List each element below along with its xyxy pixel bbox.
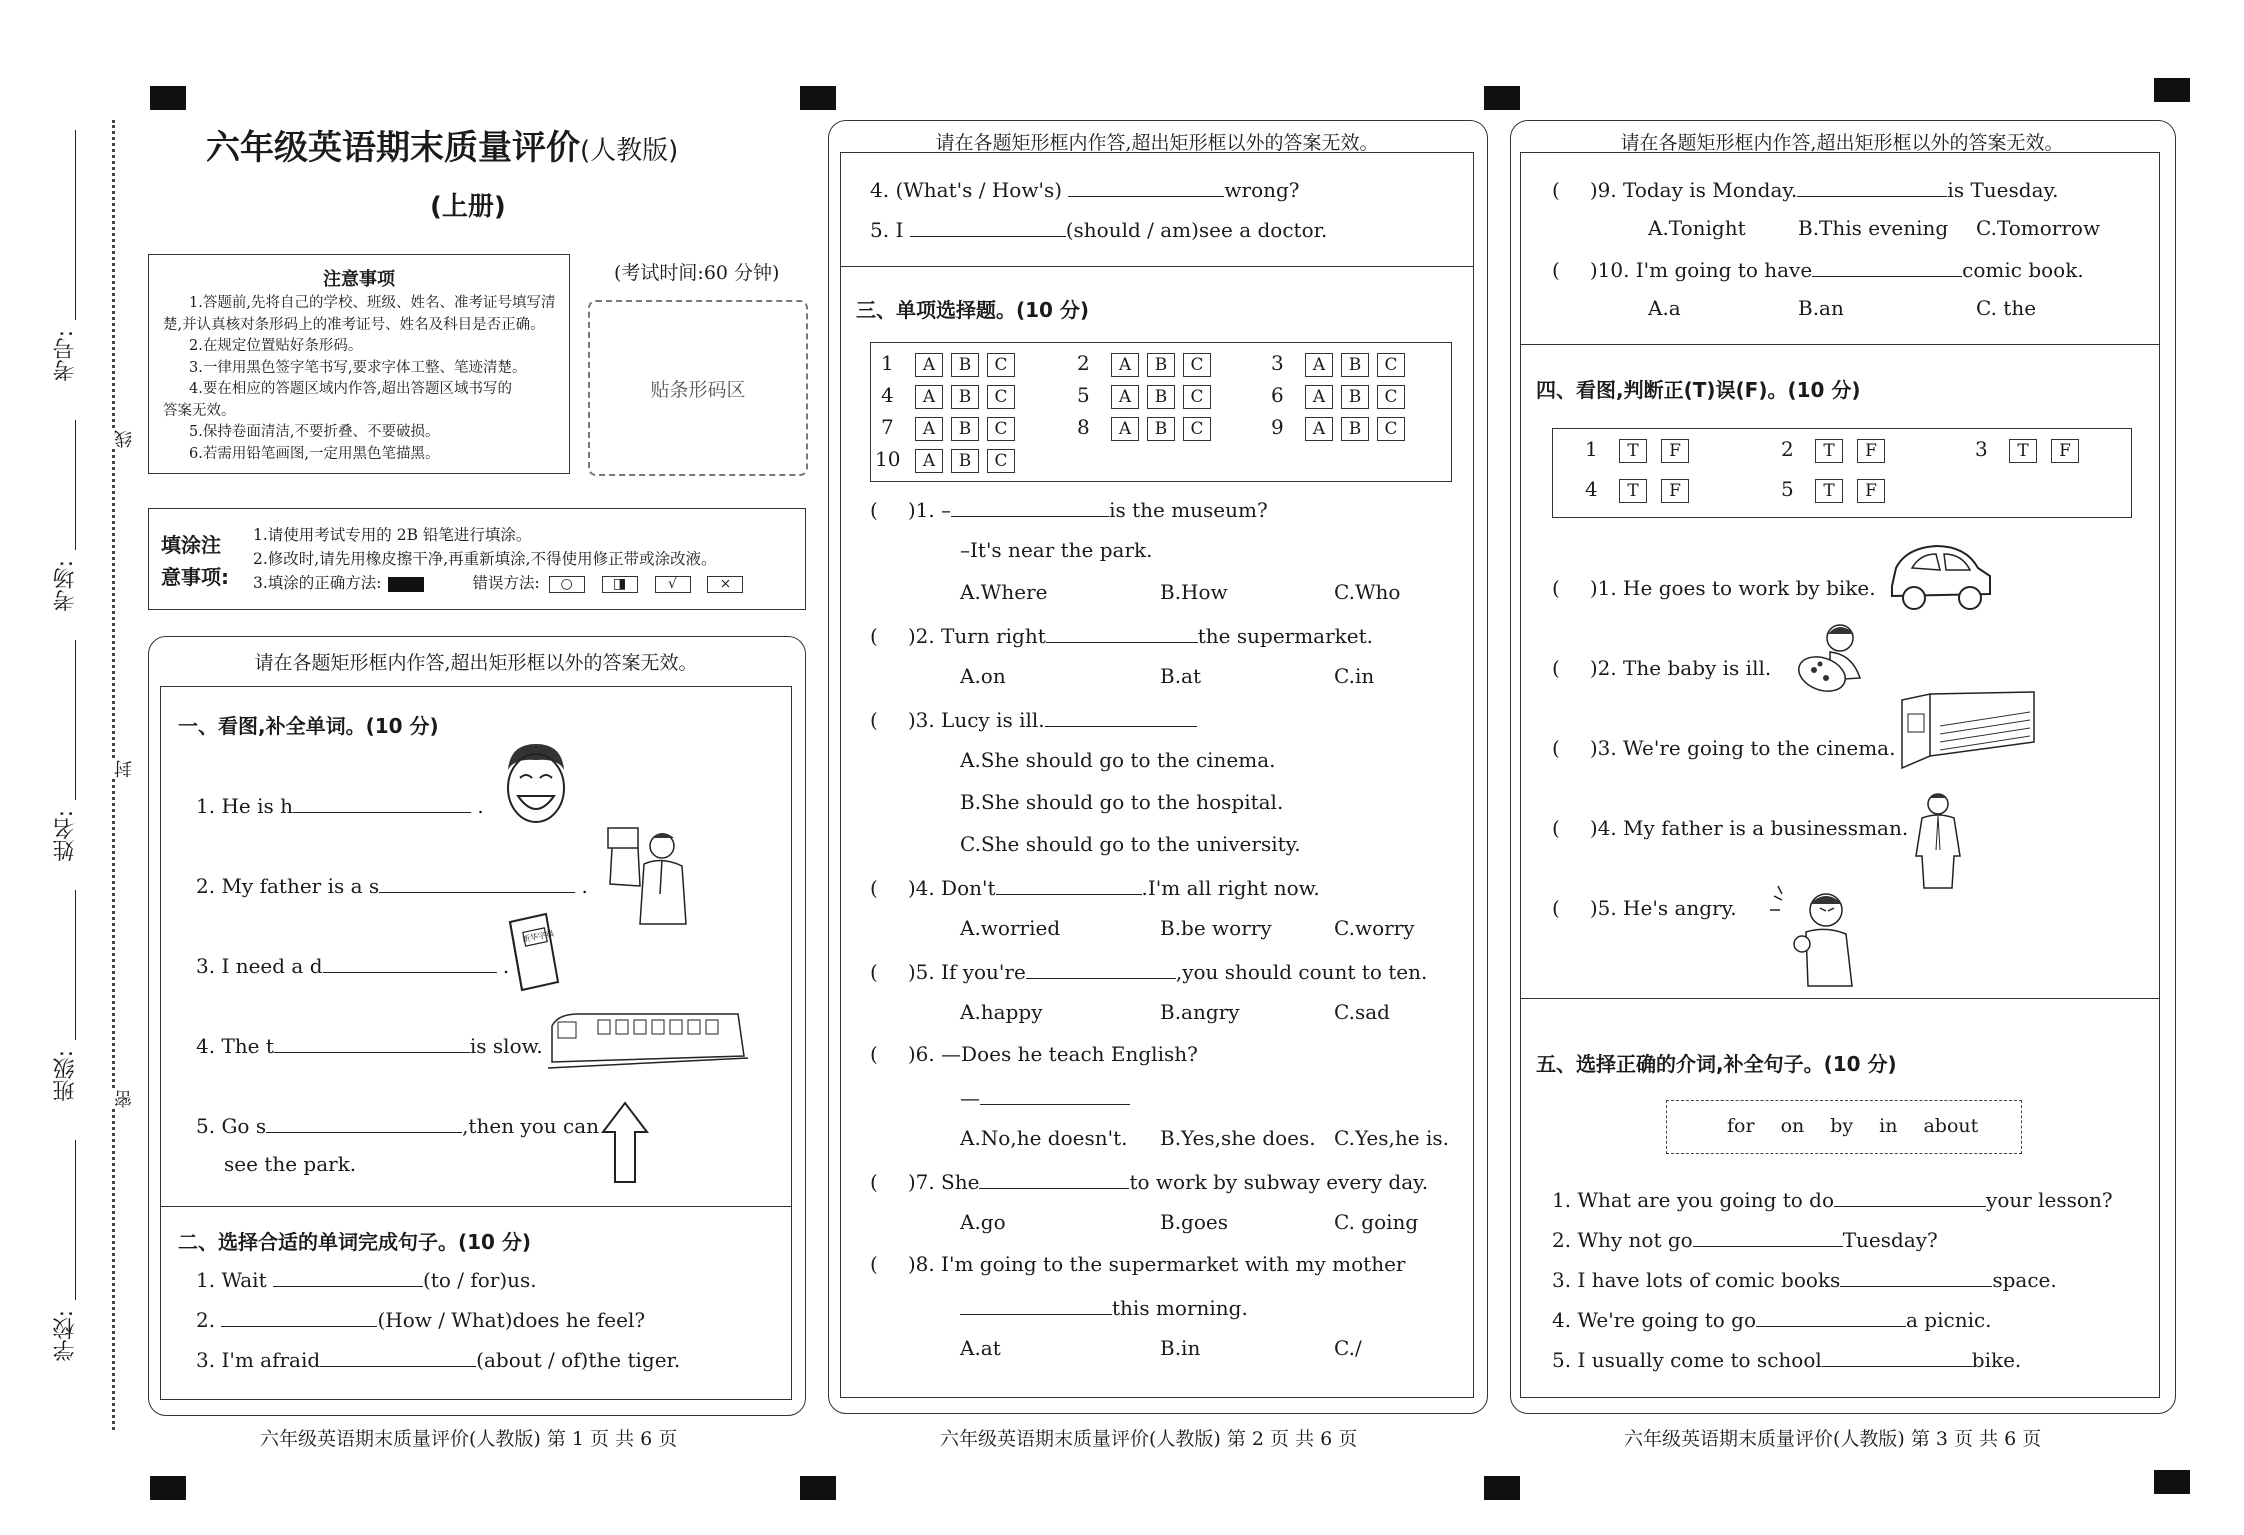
- part5-q5: 5. I usually come to school bike.: [1552, 1348, 2022, 1372]
- choice-a[interactable]: A: [915, 353, 943, 377]
- option-b: B.She should go to the hospital.: [960, 790, 1284, 814]
- choice-b[interactable]: B: [1147, 417, 1175, 441]
- train-illustration: [548, 1006, 748, 1076]
- choice-c[interactable]: C: [987, 417, 1015, 441]
- answer-blank[interactable]: [1045, 706, 1197, 727]
- part1-title: 一、看图,补全单词。(10 分): [178, 714, 439, 738]
- answer-blank[interactable]: [274, 1032, 470, 1053]
- choice-b[interactable]: B: [1341, 385, 1369, 409]
- dictionary-illustration: [506, 912, 562, 992]
- part3-q8-line2: this morning.: [960, 1294, 1248, 1320]
- dictionary-cover-text: 新华字典: [521, 928, 555, 945]
- part4-q5: ( )5. He's angry.: [1552, 896, 1737, 920]
- part4-q2: ( )2. The baby is ill.: [1552, 656, 1772, 680]
- exam-number-line: [75, 130, 76, 320]
- option-b: B.Yes,she does.: [1160, 1126, 1316, 1150]
- name-line: [75, 640, 76, 800]
- answer-blank[interactable]: [1834, 1186, 1986, 1207]
- part3-q6: ( )6. —Does he teach English?: [870, 1042, 1198, 1066]
- answer-blank[interactable]: [980, 1084, 1130, 1105]
- part3-q8: ( )8. I'm going to the supermarket with my mother: [870, 1252, 1406, 1276]
- part3-q10: ( )10. I'm going to have comic book.: [1552, 258, 2084, 282]
- part5-q2: 2. Why not go Tuesday?: [1552, 1228, 1938, 1252]
- choice-a[interactable]: A: [1111, 385, 1139, 409]
- choice-a[interactable]: A: [1305, 353, 1333, 377]
- choice-c[interactable]: C: [1377, 385, 1405, 409]
- part4-q1: ( )1. He goes to work by bike.: [1552, 576, 1876, 600]
- true-box[interactable]: T: [1815, 479, 1843, 503]
- false-box[interactable]: F: [2051, 439, 2079, 463]
- true-box[interactable]: T: [1815, 439, 1843, 463]
- section-divider: [160, 1206, 792, 1207]
- school-label: 学校:: [53, 1310, 78, 1362]
- option-a: A.She should go to the cinema.: [960, 748, 1276, 772]
- grid-cell-6: 6 A B C: [1271, 383, 1405, 409]
- false-box[interactable]: F: [1857, 479, 1885, 503]
- answer-blank[interactable]: [1840, 1266, 1992, 1287]
- footer-page-1: 六年级英语期末质量评价(人教版) 第 1 页 共 6 页: [260, 1428, 678, 1450]
- secret-char: 密: [112, 1090, 138, 1108]
- exam-time: (考试时间:60 分钟): [614, 262, 780, 284]
- word-bank-words: for on by in about: [1727, 1115, 1979, 1137]
- answer-blank[interactable]: [1822, 1346, 1972, 1367]
- choice-c[interactable]: C: [987, 353, 1015, 377]
- option-c: C.She should go to the university.: [960, 832, 1301, 856]
- class-line: [75, 890, 76, 1040]
- tf-cell-1: 1 T F: [1585, 437, 1689, 463]
- option-c: C.Tomorrow: [1976, 216, 2101, 240]
- choice-b[interactable]: B: [1147, 353, 1175, 377]
- part2-title: 二、选择合适的单词完成句子。(10 分): [178, 1230, 532, 1254]
- option-b: B.an: [1798, 296, 1844, 320]
- part3-q2: ( )2. Turn right the supermarket.: [870, 624, 1374, 648]
- part5-q1: 1. What are you going to do your lesson?: [1552, 1188, 2113, 1212]
- answer-notice: 请在各题矩形框内作答,超出矩形框以外的答案无效。: [935, 132, 1379, 154]
- fill-notice-box: [148, 508, 806, 610]
- wrong-mark-cross: ×: [707, 576, 743, 593]
- option-a: A.happy: [960, 1000, 1043, 1024]
- footer-page-3: 六年级英语期末质量评价(人教版) 第 3 页 共 6 页: [1624, 1428, 2042, 1450]
- volume-label: (上册): [430, 192, 506, 222]
- grid-cell-2: 2 A B C: [1077, 351, 1211, 377]
- room-line: [75, 420, 76, 550]
- part2-q4: 4. (What's / How's) wrong?: [870, 178, 1300, 202]
- part2-q2: 2. (How / What)does he feel?: [196, 1308, 646, 1332]
- answer-blank[interactable]: [910, 216, 1066, 237]
- part1-q2: 2. My father is a s .: [196, 874, 588, 898]
- option-c: C.in: [1334, 664, 1375, 688]
- part2-q1: 1. Wait (to / for)us.: [196, 1268, 537, 1292]
- choice-b[interactable]: B: [1147, 385, 1175, 409]
- option-a: A.go: [960, 1210, 1006, 1234]
- word-bank: [1666, 1100, 2022, 1154]
- option-a: A.a: [1648, 296, 1681, 320]
- part3-answer-grid: [870, 342, 1452, 482]
- grid-cell-8: 8 A B C: [1077, 415, 1211, 441]
- choice-c[interactable]: C: [1183, 385, 1211, 409]
- part4-q3: ( )3. We're going to the cinema.: [1552, 736, 1896, 760]
- answer-blank[interactable]: [1797, 176, 1947, 197]
- page-title: 六年级英语期末质量评价(人教版): [206, 128, 679, 168]
- answer-blank[interactable]: [996, 874, 1142, 895]
- notice-title: 注意事项: [323, 269, 395, 290]
- option-a: A.on: [960, 664, 1006, 688]
- option-b: B.be worry: [1160, 916, 1272, 940]
- answer-blank[interactable]: [273, 1266, 423, 1287]
- part2-q5: 5. I (should / am)see a doctor.: [870, 218, 1328, 242]
- school-line: [75, 1140, 76, 1300]
- tf-cell-5: 5 T F: [1781, 477, 1885, 503]
- tf-cell-4: 4 T F: [1585, 477, 1689, 503]
- name-label: 姓名:: [53, 810, 78, 862]
- option-c: C. the: [1976, 296, 2037, 320]
- class-label: 班级:: [53, 1050, 78, 1102]
- part3-q1: ( )1. – is the museum?: [870, 498, 1268, 522]
- answer-blank[interactable]: [293, 792, 471, 813]
- part5-title: 五、选择正确的介词,补全句子。(10 分): [1536, 1052, 1897, 1076]
- registration-mark: [1484, 1476, 1520, 1500]
- happy-boy-illustration: [500, 740, 572, 830]
- part3-q9: ( )9. Today is Monday. is Tuesday.: [1552, 178, 2059, 202]
- choice-c[interactable]: C: [1377, 353, 1405, 377]
- footer-page-2: 六年级英语期末质量评价(人教版) 第 2 页 共 6 页: [940, 1428, 1358, 1450]
- part5-q4: 4. We're going to go a picnic.: [1552, 1308, 1992, 1332]
- correct-fill-sample: [388, 577, 424, 592]
- choice-c[interactable]: C: [1377, 417, 1405, 441]
- answer-blank[interactable]: [266, 1112, 462, 1133]
- tf-cell-2: 2 T F: [1781, 437, 1885, 463]
- section-divider: [1520, 998, 2160, 999]
- option-b: B.in: [1160, 1336, 1201, 1360]
- option-c: C.sad: [1334, 1000, 1390, 1024]
- sick-baby-illustration: [1790, 618, 1880, 708]
- notice-box: [148, 254, 570, 474]
- false-box[interactable]: F: [1661, 479, 1689, 503]
- choice-b[interactable]: B: [951, 353, 979, 377]
- part3-q7: ( )7. She to work by subway every day.: [870, 1170, 1429, 1194]
- option-c: C.Who: [1334, 580, 1401, 604]
- choice-a[interactable]: A: [915, 417, 943, 441]
- fill-notice-items: 1.请使用考试专用的 2B 铅笔进行填涂。 2.修改时,请先用橡皮擦干净,再重新填涂,不得使用修正带或涂改液。 3.填涂的正确方法: 错误方法: ○ ◨ √ ×: [253, 523, 743, 595]
- part4-q4: ( )4. My father is a businessman.: [1552, 816, 1909, 840]
- answer-blank[interactable]: [1756, 1306, 1906, 1327]
- choice-c[interactable]: C: [1183, 353, 1211, 377]
- choice-b[interactable]: B: [1341, 353, 1369, 377]
- wrong-mark-half: ◨: [602, 576, 638, 593]
- answer-blank[interactable]: [960, 1294, 1112, 1315]
- choice-a[interactable]: A: [915, 449, 943, 473]
- answer-notice: 请在各题矩形框内作答,超出矩形框以外的答案无效。: [1620, 132, 2064, 154]
- option-a: A.Tonight: [1648, 216, 1746, 240]
- choice-a[interactable]: A: [1111, 417, 1139, 441]
- exam-number-label: 考号:: [53, 330, 78, 382]
- answer-notice: 请在各题矩形框内作答,超出矩形框以外的答案无效。: [254, 652, 698, 674]
- part1-q5-line2: see the park.: [224, 1152, 357, 1176]
- answer-blank[interactable]: [320, 1346, 476, 1367]
- choice-c[interactable]: C: [1183, 417, 1211, 441]
- part3-q5: ( )5. If you're ,you should count to ten.: [870, 960, 1428, 984]
- registration-mark: [800, 1476, 836, 1500]
- part3-q6-reply: —: [960, 1084, 1130, 1110]
- wrong-mark-circle: ○: [549, 576, 585, 593]
- answer-blank[interactable]: [1812, 256, 1962, 277]
- answer-blank[interactable]: [221, 1306, 377, 1327]
- choice-c[interactable]: C: [987, 385, 1015, 409]
- angry-boy-illustration: [1766, 882, 1866, 988]
- part2-q3: 3. I'm afraid (about / of)the tiger.: [196, 1348, 681, 1372]
- answer-blank[interactable]: [1068, 176, 1224, 197]
- registration-mark: [150, 86, 186, 110]
- false-box[interactable]: F: [1857, 439, 1885, 463]
- option-a: A.worried: [960, 916, 1061, 940]
- answer-blank[interactable]: [951, 496, 1109, 517]
- option-b: B.goes: [1160, 1210, 1228, 1234]
- section-divider: [840, 266, 1474, 267]
- grid-cell-4: 4 A B C: [881, 383, 1015, 409]
- choice-a[interactable]: A: [915, 385, 943, 409]
- option-b: B.at: [1160, 664, 1202, 688]
- option-a: A.at: [960, 1336, 1001, 1360]
- grid-cell-3: 3 A B C: [1271, 351, 1405, 377]
- section-divider: [1520, 344, 2160, 345]
- notice-items: 1.答题前,先将自己的学校、班级、姓名、准考证号填写清 楚,并认真核对条形码上的准考证号、姓名及科目是否正确。 2.在规定位置贴好条形码。 3.一律用黑色签字笔书写,要求字体工整、笔迹清楚。 4.要在相应的答题区域内作答,超出答题区域书写的 答案无效。 5.保持卷面清洁,不要折叠、不要破损。 6.若需用铅笔画图,一定用黑色笔描黑。: [163, 295, 556, 462]
- answer-blank[interactable]: [323, 952, 497, 973]
- option-c: C./: [1334, 1336, 1362, 1360]
- registration-mark: [150, 1476, 186, 1500]
- part1-q5: 5. Go s ,then you can: [196, 1114, 600, 1138]
- part4-title: 四、看图,判断正(T)误(F)。(10 分): [1536, 378, 1861, 402]
- car-illustration: [1886, 540, 1996, 614]
- option-c: C. going: [1334, 1210, 1419, 1234]
- part5-q3: 3. I have lots of comic books space.: [1552, 1268, 2057, 1292]
- choice-a[interactable]: A: [1111, 353, 1139, 377]
- choice-b[interactable]: B: [951, 385, 979, 409]
- cinema-illustration: [1900, 690, 2036, 774]
- registration-mark: [2154, 78, 2190, 102]
- choice-a[interactable]: A: [1305, 417, 1333, 441]
- part1-q1: 1. He is h .: [196, 794, 484, 818]
- tf-cell-3: 3 T F: [1975, 437, 2079, 463]
- true-box[interactable]: T: [1619, 479, 1647, 503]
- barcode-area: 贴条形码区: [588, 300, 808, 476]
- answer-blank[interactable]: [1046, 622, 1198, 643]
- option-b: B.This evening: [1798, 216, 1949, 240]
- grid-cell-10: 10 A B C: [875, 447, 1015, 473]
- part3-q3: ( )3. Lucy is ill.: [870, 706, 1197, 732]
- option-a: A.No,he doesn't.: [960, 1126, 1128, 1150]
- part4-answer-grid: [1552, 428, 2132, 518]
- option-c: C.Yes,he is.: [1334, 1126, 1449, 1150]
- choice-b[interactable]: B: [1341, 417, 1369, 441]
- part1-q3: 3. I need a d .: [196, 954, 510, 978]
- line-char: 线: [112, 430, 138, 448]
- part3-q1-reply: –It's near the park.: [960, 538, 1153, 562]
- true-box[interactable]: T: [1619, 439, 1647, 463]
- salesman-illustration: [600, 824, 690, 934]
- answer-blank[interactable]: [1693, 1226, 1843, 1247]
- businessman-illustration: [1908, 790, 1968, 890]
- choice-c[interactable]: C: [987, 449, 1015, 473]
- option-c: C.worry: [1334, 916, 1415, 940]
- part1-q4: 4. The t is slow.: [196, 1034, 543, 1058]
- up-arrow-icon: [600, 1100, 650, 1186]
- part3-q4: ( )4. Don't .I'm all right now.: [870, 876, 1320, 900]
- grid-cell-9: 9 A B C: [1271, 415, 1405, 441]
- answer-blank[interactable]: [979, 1168, 1129, 1189]
- fill-notice-label: 填涂注 意事项:: [161, 533, 229, 589]
- option-a: A.Where: [960, 580, 1048, 604]
- registration-mark: [2154, 1470, 2190, 1494]
- part3-title: 三、单项选择题。(10 分): [856, 298, 1090, 322]
- registration-mark: [800, 86, 836, 110]
- grid-cell-5: 5 A B C: [1077, 383, 1211, 409]
- option-b: B.angry: [1160, 1000, 1240, 1024]
- true-box[interactable]: T: [2009, 439, 2037, 463]
- answer-blank[interactable]: [379, 872, 575, 893]
- choice-b[interactable]: B: [951, 449, 979, 473]
- wrong-mark-check: √: [655, 576, 691, 593]
- seal-char: 封: [112, 760, 138, 778]
- false-box[interactable]: F: [1661, 439, 1689, 463]
- grid-cell-7: 7 A B C: [881, 415, 1015, 441]
- answer-blank[interactable]: [1026, 958, 1176, 979]
- registration-mark: [1484, 86, 1520, 110]
- choice-a[interactable]: A: [1305, 385, 1333, 409]
- option-b: B.How: [1160, 580, 1228, 604]
- room-label: 考场:: [53, 560, 78, 612]
- choice-b[interactable]: B: [951, 417, 979, 441]
- grid-cell-1: 1 A B C: [881, 351, 1015, 377]
